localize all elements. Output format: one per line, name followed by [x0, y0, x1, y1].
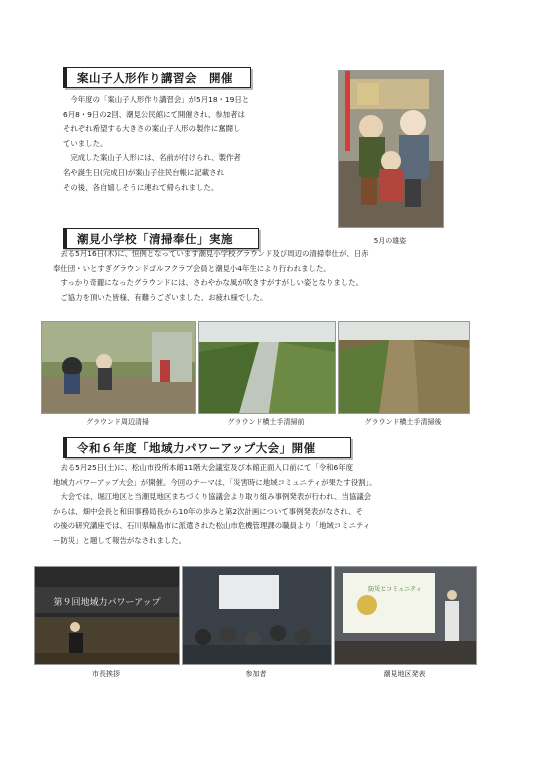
caption-shiomi: 潮見地区発表: [383, 670, 426, 678]
caption-bank-before: グラウンド横土手清掃前: [227, 418, 305, 426]
caption-bank-after: グラウンド横土手清掃後: [364, 418, 442, 426]
caption-participants: 参加者: [245, 670, 267, 678]
ground-cleaning-photo: [41, 321, 196, 414]
section3-body: 去る5月25日(土)に、松山市役所本館11階大会議室及び本館正面入口前にて「令和6年度 地域力パワーアップ大会」が開催。今回のテーマは、「災害時に地域コミュニティが果たす役割」。 大会では、堀江地区と当潮見地区まちづくり協議会より取り組み事例発表が行われ、当協議会 からは、畑中会長と和田事務局長から10年の歩みと第2次計画について事例発表がなされ、そ の後の研究講座では、石川県輪島市に派遣された松山市危機管理課の職員より「地域コミニティ ー防災」と題して報告がなされました。: [53, 463, 377, 545]
bank-after-photo: [338, 321, 470, 414]
section3-heading-text: 令和６年度「地域力パワーアップ大会」開催: [77, 441, 316, 455]
section1-body: 今年度の「案山子人形作り講習会」が5月18・19日と 6月8・9日の2回、潮見公民館にて開催され、参加者は それぞれ希望する大きさの案山子人形の製作に奮闘し ていました。 完成した案山子人形には、名前が付けられ、製作者 名や誕生日(完成日)が案山子住民台帳に記載され その後、各自嬉しそうに連れて帰られました。: [63, 95, 250, 192]
section1-heading-text: 案山子人形作り講習会 開催: [77, 71, 233, 85]
caption-mayor: 市長挨拶: [92, 670, 120, 678]
caption-ground-cleaning: グラウンド周辺清掃: [86, 418, 149, 426]
screen-text: 防災とコミュニティ: [368, 586, 422, 593]
section2-heading: [63, 228, 259, 249]
section2-body: 去る5月16日(木)に、恒例となっています潮見小学校グラウンド及び周辺の清掃奉仕が、日赤 奉仕団・いとすぎグラウンドゴルフクラブ会員と潮見小4年生により行われました。 すっかり奇麗になったグラウンドには、さわやかな風が吹きすがすがしい姿となりました。 ご協力を頂いた皆様、有難うございました、お疲れ様でした。: [53, 249, 369, 302]
section1-heading: [63, 67, 251, 88]
scarecrow-caption: 5月の雄姿: [373, 237, 407, 245]
participants-photo: [182, 566, 332, 665]
bank-before-photo: [198, 321, 336, 414]
shiomi-presentation-photo: [334, 566, 477, 665]
banner-text: 第９回地域力パワーアップ: [53, 598, 161, 608]
section3-heading: [63, 437, 351, 458]
section2-heading-text: 潮見小学校「清掃奉仕」実施: [77, 232, 233, 246]
mayor-speech-photo: [34, 566, 180, 665]
scarecrow-photo: [338, 70, 444, 228]
